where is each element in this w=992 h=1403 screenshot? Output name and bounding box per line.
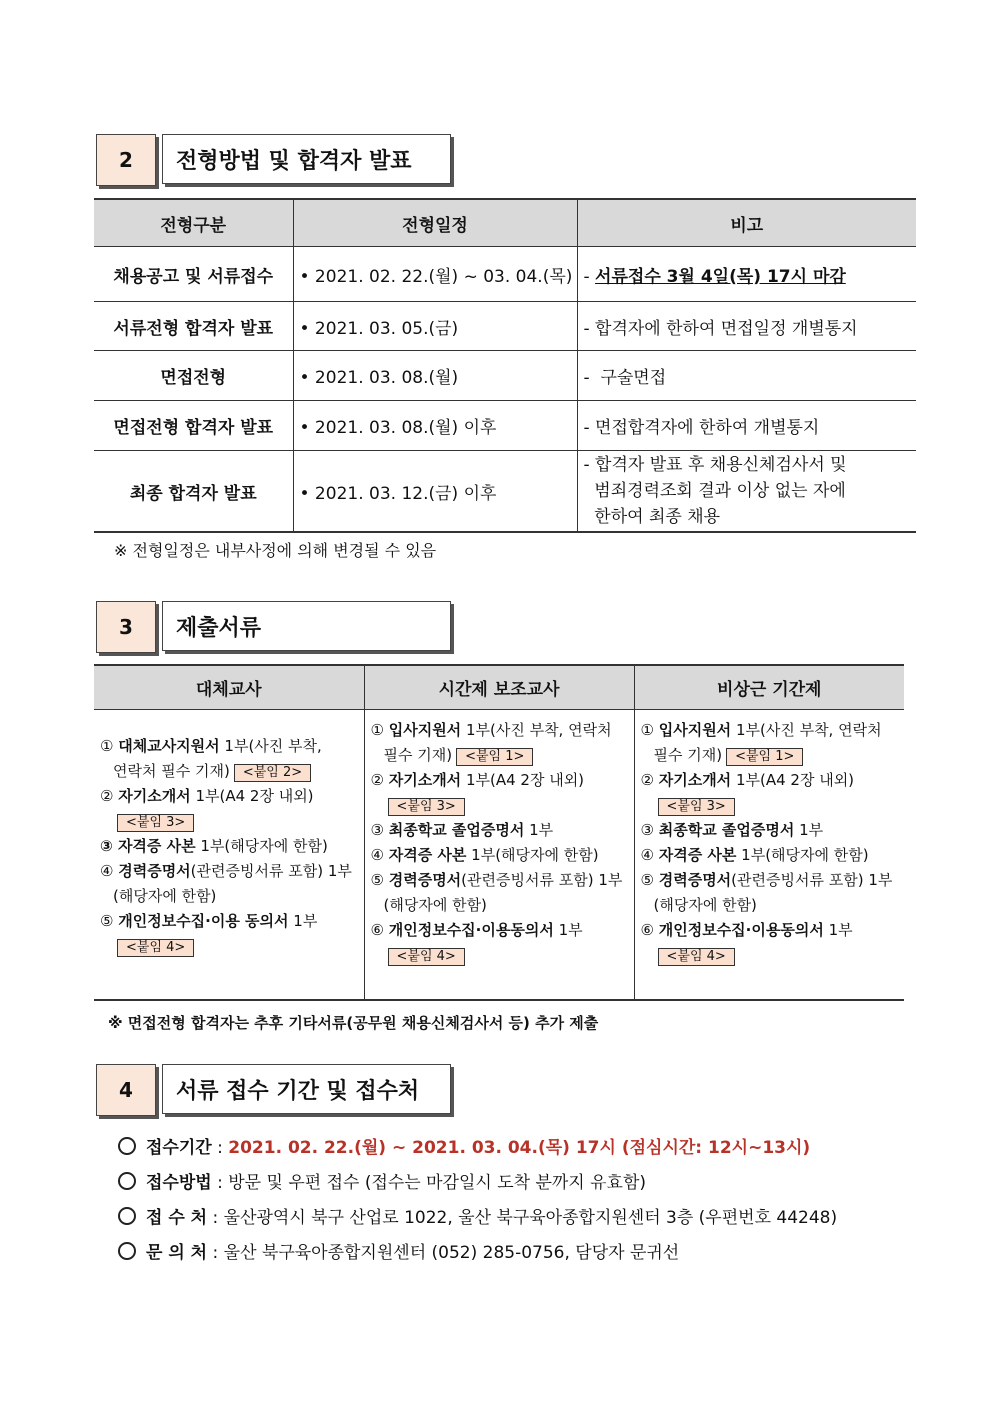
note-dash: -: [583, 266, 596, 287]
table-header-row: [94, 665, 904, 710]
list-item: ⑤ 경력증명서(관련증빙서류 포함) 1부: [640, 871, 893, 889]
stage-cell: 면접전형: [94, 351, 293, 401]
list-item: ④ 경력증명서(관련증빙서류 포함) 1부: [100, 862, 352, 880]
list-item: ② 자기소개서 1부(A4 2장 내외): [370, 771, 585, 789]
date-cell: • 2021. 03. 08.(월): [293, 351, 577, 401]
list-item: ⑥ 개인정보수집·이용동의서 1부: [370, 921, 583, 939]
schedule-table: [94, 198, 916, 533]
section-4-title: 서류 접수 기간 및 접수처: [162, 1064, 451, 1114]
method-value: 방문 및 우편 접수 (접수는 마감일시 도착 분까지 유효함): [228, 1173, 647, 1193]
list-item: ① 대체교사지원서 1부(사진 부착,: [100, 737, 322, 755]
list-item: [100, 934, 360, 959]
attachment-badge: <붙임 1>: [726, 748, 803, 766]
list-item: ③ 최종학교 졸업증명서 1부: [370, 821, 554, 839]
list-item: ③ 최종학교 졸업증명서 1부: [640, 821, 824, 839]
list-item: 접수기간 : 2021. 02. 22.(월) ~ 2021. 03. 04.(목) 17시 (점심시간: 12시~13시): [118, 1133, 810, 1158]
section-4-number: 4: [96, 1064, 156, 1116]
list-item: (해당자에 한함): [383, 896, 487, 914]
list-item: ④ 자격증 사본 1부(해당자에 한함): [370, 846, 599, 864]
list-item: [641, 943, 901, 968]
col-parttime-assistant: [364, 710, 634, 1000]
note-cell: - 구술면접: [577, 351, 916, 401]
list-item: ⑤ 개인정보수집·이용 동의서 1부: [100, 912, 318, 930]
table-header-row: [94, 199, 916, 247]
table-row: [94, 451, 916, 533]
date-cell: • 2021. 02. 22.(월) ~ 03. 04.(목): [293, 247, 577, 302]
list-item: (해당자에 한함): [113, 887, 217, 905]
attachment-badge: <붙임 4>: [117, 939, 194, 957]
stage-cell: 면접전형 합격자 발표: [94, 401, 293, 451]
section-2-number: 2: [96, 134, 156, 186]
header-stage: 전형구분: [94, 199, 293, 247]
table-row: [94, 247, 916, 302]
list-item: 접 수 처 : 울산광역시 북구 산업로 1022, 울산 북구육아종합지원센터 3층 (우편번호 44248): [118, 1203, 837, 1228]
item-label: 문 의 처: [146, 1243, 208, 1263]
header-nonregular-fixedterm: 비상근 기간제: [634, 665, 904, 710]
header-note: 비고: [577, 199, 916, 247]
list-item: 접수방법 : 방문 및 우편 접수 (접수는 마감일시 도착 분까지 유효함): [118, 1168, 646, 1193]
header-substitute-teacher: 대체교사: [94, 665, 364, 710]
list-item: ⑤ 경력증명서(관련증빙서류 포함) 1부: [370, 871, 623, 889]
deadline-note: 서류접수 3월 4일(목) 17시 마감: [595, 266, 846, 287]
address-value: 울산광역시 북구 산업로 1022, 울산 북구육아종합지원센터 3층 (우편번호 44248): [223, 1208, 838, 1228]
item-label: 접수기간: [146, 1138, 212, 1158]
circle-bullet-icon: [118, 1172, 136, 1190]
header-parttime-assistant: 시간제 보조교사: [364, 665, 634, 710]
circle-bullet-icon: [118, 1137, 136, 1155]
header-date: 전형일정: [293, 199, 577, 247]
attachment-badge: <붙임 3>: [658, 798, 735, 816]
attachment-badge: <붙임 4>: [388, 948, 465, 966]
section-3-number: 3: [96, 601, 156, 653]
list-item: (해당자에 한함): [653, 896, 757, 914]
list-item: ① 입사지원서 1부(사진 부착, 연락처: [370, 721, 612, 739]
note-cell: - 합격자에 한하여 면접일정 개별통지: [577, 302, 916, 351]
table-row: [94, 351, 916, 401]
stage-cell: 서류전형 합격자 발표: [94, 302, 293, 351]
contact-value: 울산 북구육아종합지원센터 (052) 285-0756, 담당자 문귀선: [223, 1243, 680, 1263]
list-item: ③ 자격증 사본 1부(해당자에 한함): [100, 837, 328, 855]
table-row: [94, 710, 904, 1000]
note-cell: [577, 247, 916, 302]
attachment-badge: <붙임 3>: [117, 814, 194, 832]
documents-table: [94, 664, 904, 1001]
list-item: ① 입사지원서 1부(사진 부착, 연락처: [640, 721, 882, 739]
list-item: [100, 809, 360, 834]
list-item: ④ 자격증 사본 1부(해당자에 한함): [640, 846, 869, 864]
note-cell: - 합격자 발표 후 채용신체검사서 및 범죄경력조회 결과 이상 없는 자에 한하여 최종 채용: [577, 451, 916, 533]
attachment-badge: <붙임 4>: [658, 948, 735, 966]
list-item: ⑥ 개인정보수집·이용동의서 1부: [640, 921, 853, 939]
list-item: 필수 기재) <붙임 1>: [371, 743, 630, 768]
period-value: 2021. 02. 22.(월) ~ 2021. 03. 04.(목) 17시 (점심시간: 12시~13시): [228, 1138, 811, 1158]
stage-cell: 채용공고 및 서류접수: [94, 247, 293, 302]
section-2-title: 전형방법 및 합격자 발표: [162, 134, 451, 184]
table-row: [94, 302, 916, 351]
list-item: [371, 943, 630, 968]
attachment-badge: <붙임 2>: [234, 764, 311, 782]
date-cell: • 2021. 03. 08.(월) 이후: [293, 401, 577, 451]
date-cell: • 2021. 03. 12.(금) 이후: [293, 451, 577, 533]
list-item: [371, 793, 630, 818]
item-label: 접수방법: [146, 1173, 212, 1193]
documents-footnote: ※ 면접전형 합격자는 추후 기타서류(공무원 채용신체검사서 등) 추가 제출: [108, 1014, 599, 1032]
list-item: ② 자기소개서 1부(A4 2장 내외): [640, 771, 855, 789]
col-substitute-teacher: [94, 710, 364, 1000]
col-nonregular-fixedterm: [634, 710, 904, 1000]
table-row: [94, 401, 916, 451]
attachment-badge: <붙임 3>: [388, 798, 465, 816]
item-label: 접 수 처: [146, 1208, 208, 1228]
circle-bullet-icon: [118, 1242, 136, 1260]
list-item: 문 의 처 : 울산 북구육아종합지원센터 (052) 285-0756, 담당자 문귀선: [118, 1238, 679, 1263]
section-3-title: 제출서류: [162, 601, 451, 651]
list-item: 연락처 필수 기재) <붙임 2>: [100, 759, 360, 784]
list-item: 필수 기재) <붙임 1>: [641, 743, 901, 768]
note-cell: - 면접합격자에 한하여 개별통지: [577, 401, 916, 451]
attachment-badge: <붙임 1>: [456, 748, 533, 766]
date-cell: • 2021. 03. 05.(금): [293, 302, 577, 351]
stage-cell: 최종 합격자 발표: [94, 451, 293, 533]
list-item: [641, 793, 901, 818]
circle-bullet-icon: [118, 1207, 136, 1225]
schedule-footnote: ※ 전형일정은 내부사정에 의해 변경될 수 있음: [114, 541, 437, 560]
list-item: ② 자기소개서 1부(A4 2장 내외): [100, 787, 314, 805]
